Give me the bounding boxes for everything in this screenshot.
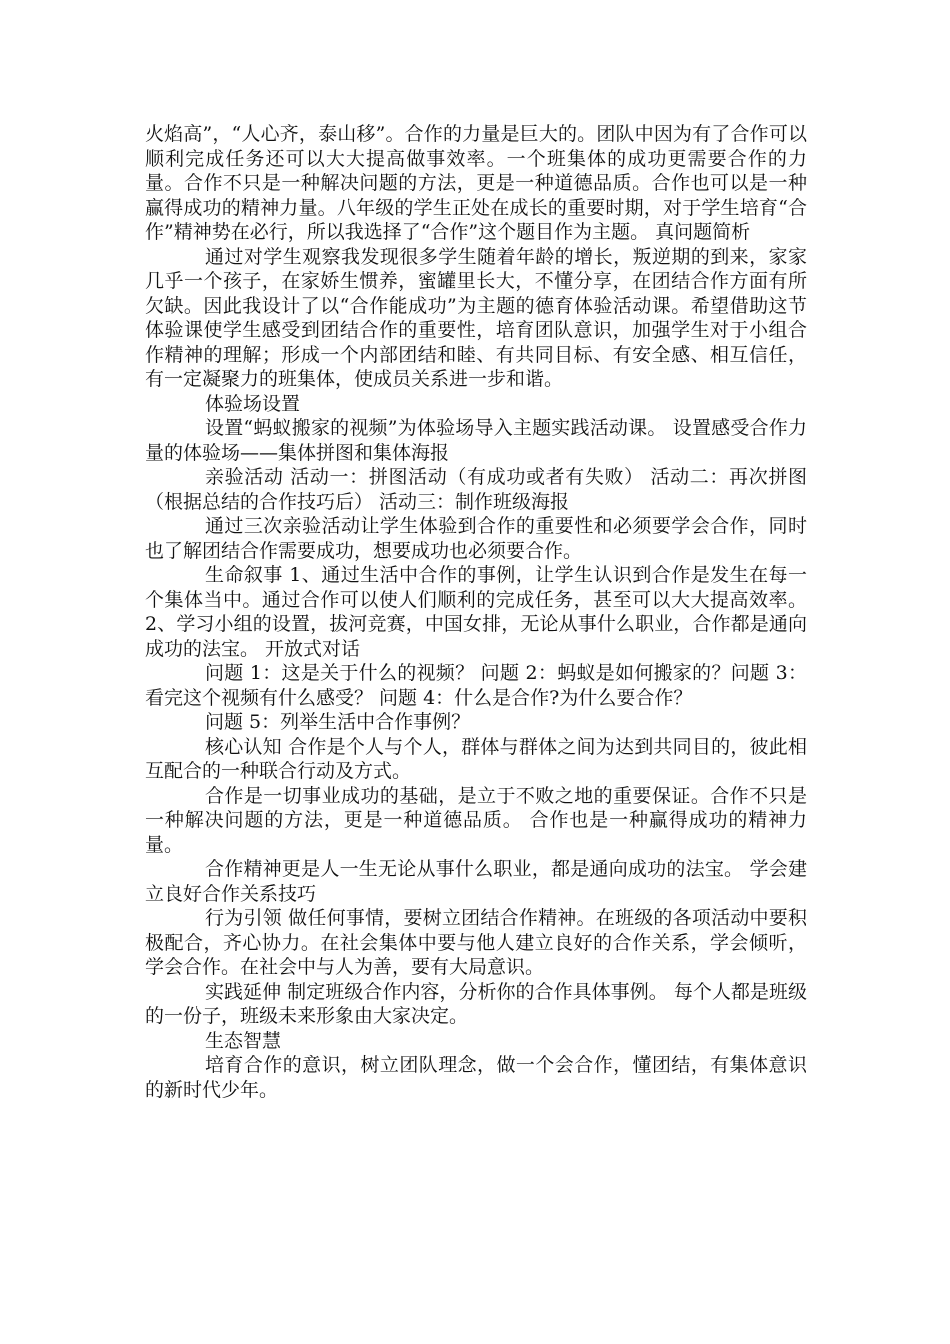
paragraph-practice-extension: 实践延伸 制定班级合作内容，分析你的合作具体事例。 每个人都是班级的一份子，班级未来形象由大家决定。 <box>145 980 807 1027</box>
paragraph-intro-continued: 火焰高”，“人心齐，泰山移”。合作的力量是巨大的。团队中因为有了合作可以顺利完成任务还可以大大提高做事效率。一个班集体的成功更需要合作的力量。合作不只是一种解决问题的方法，更是一种道德品质。合作也可以是一种赢得成功的精神力量。八年级的学生正处在成长的重要时期，对于学生培育“合作”精神势在必行，所以我选择了“合作”这个题目作为主题。 真问题简析 <box>145 123 807 243</box>
paragraph-experience-setup: 设置“蚂蚁搬家的视频”为体验场导入主题实践活动课。 设置感受合作力量的体验场——集体拼图和集体海报 <box>145 417 807 464</box>
paragraph-problem-analysis: 通过对学生观察我发现很多学生随着年龄的增长，叛逆期的到来，家家几乎一个孩子，在家娇生惯养，蜜罐里长大，不懂分享，在团结合作方面有所欠缺。因此我设计了以“合作能成功”为主题的德育体验活动课。希望借助这节体验课使学生感受到团结合作的重要性，培育团队意识，加强学生对于小组合作精神的理解；形成一个内部团结和睦、有共同目标、有安全感、相互信任，有一定凝聚力的班集体，使成员关系进一步和谐。 <box>145 245 807 390</box>
paragraph-activities-summary: 通过三次亲验活动让学生体验到合作的重要性和必须要学会合作，同时也了解团结合作需要成功，想要成功也必须要合作。 <box>145 515 807 562</box>
paragraph-core-cognition: 核心认知 合作是个人与个人，群体与群体之间为达到共同目的，彼此相互配合的一种联合行动及方式。 <box>145 735 807 782</box>
paragraph-conclusion: 培育合作的意识，树立团队理念，做一个会合作，懂团结，有集体意识的新时代少年。 <box>145 1054 807 1101</box>
document-body <box>145 122 807 1102</box>
paragraph-question-5: 问题 5：列举生活中合作事例？ <box>205 711 471 733</box>
paragraph-questions: 问题 1：这是关于什么的视频？ 问题 2：蚂蚁是如何搬家的？问题 3：看完这个视频有什么感受？ 问题 4：什么是合作?为什么要合作？ <box>145 662 807 709</box>
heading-experience-setup: 体验场设置 <box>205 392 301 415</box>
paragraph-activities: 亲验活动 活动一：拼图活动（有成功或者有失败） 活动二：再次拼图 （根据总结的合作技巧后） 活动三：制作班级海报 <box>145 466 807 513</box>
paragraph-behavior-guidance: 行为引领 做任何事情，要树立团结合作精神。在班级的各项活动中要积极配合，齐心协力。在社会集体中要与他人建立良好的合作关系，学会倾听，学会合作。在社会中与人为善，要有大局意识。 <box>145 907 807 978</box>
paragraph-life-narrative: 生命叙事 1、通过生活中合作的事例，让学生认识到合作是发生在每一个集体当中。通过合作可以使人们顺利的完成任务，甚至可以大大提高效率。 2、学习小组的设置，拔河竞赛，中国女排，无论从事什么职业，合作都是通向成功的法宝。 开放式对话 <box>145 564 807 660</box>
paragraph-cooperation-foundation: 合作是一切事业成功的基础，是立于不败之地的重要保证。合作不只是一种解决问题的方法，更是一种道德品质。 合作也是一种赢得成功的精神力量。 <box>145 784 807 856</box>
paragraph-cooperation-spirit: 合作精神更是人一生无论从事什么职业，都是通向成功的法宝。 学会建立良好合作关系技巧 <box>145 858 807 905</box>
heading-ecological-wisdom: 生态智慧 <box>205 1029 282 1052</box>
